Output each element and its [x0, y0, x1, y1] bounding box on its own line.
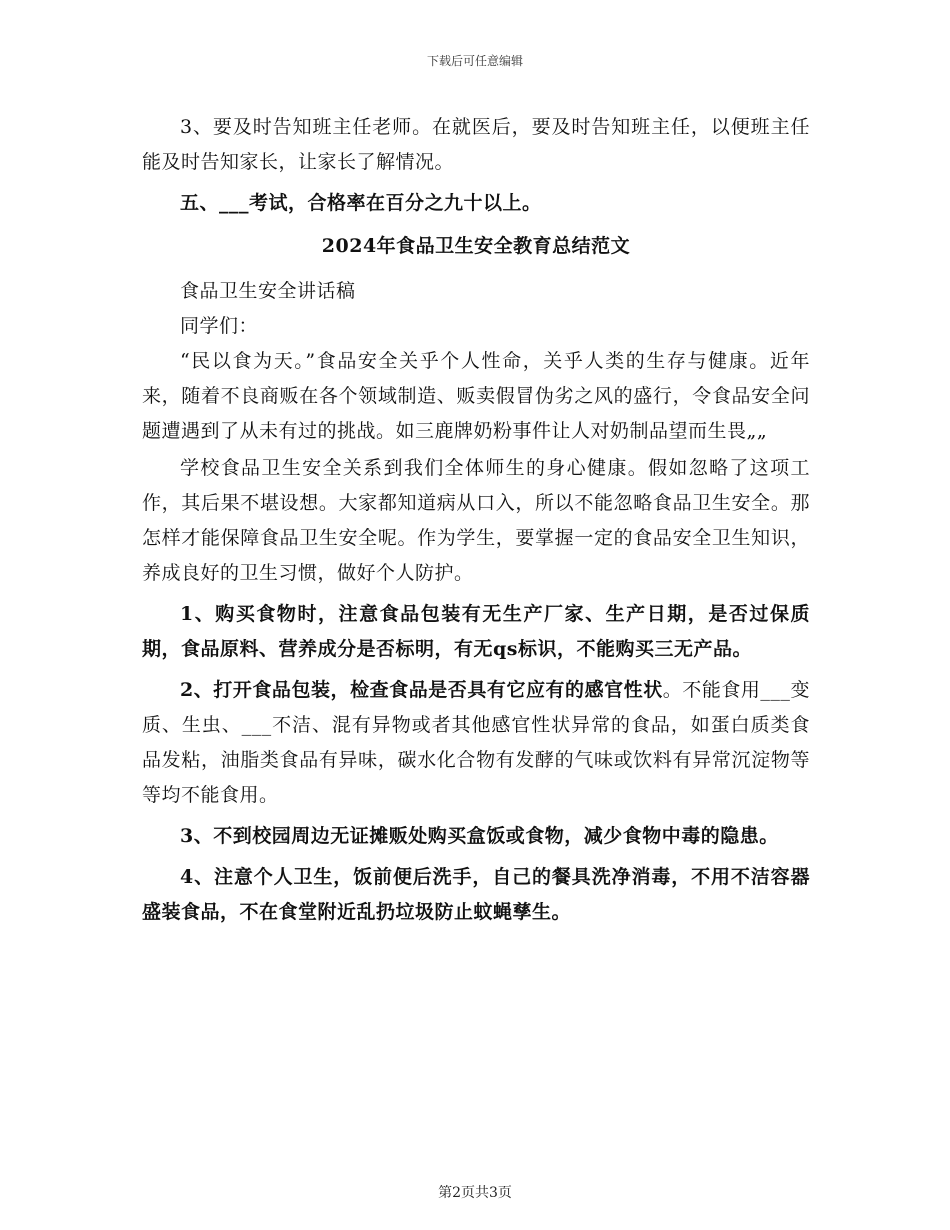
bold-paragraph: 五、___考试，合格率在百分之九十以上。: [180, 192, 542, 214]
document-body: [142, 110, 810, 936]
paragraph: 学校食品卫生安全关系到我们全体师生的身心健康。假如忽略了这项工作，其后果不堪设想。大家都知道病从口入，所以不能忽略食品卫生安全。那怎样才能保障食品卫生安全呢。作为学生，要掌握一定的食品安全卫生知识，养成良好的卫生习惯，做好个人防护。: [142, 457, 810, 584]
mixed-paragraph: [142, 673, 810, 813]
bold-paragraph: 1、购买食物时，注意食品包装有无生产厂家、生产日期，是否过保质期，食品原料、营养成分是否标明，有无qs标识，不能购买三无产品。: [142, 603, 810, 660]
bold-lead: 2、打开食品包装，检查食品是否具有它应有的感官性状: [180, 679, 663, 701]
paragraph: 食品卫生安全讲话稿: [180, 280, 356, 302]
document-title: 2024年食品卫生安全教育总结范文: [321, 235, 631, 257]
paragraph-rest: 。不能食用___变质、生虫、___不洁、混有异物或者其他感官性状异常的食品，如蛋白质类食品发粘，油脂类食品有异味，碳水化合物有发酵的气味或饮料有异常沉淀物等等均不能食用。: [142, 679, 810, 806]
paragraph: 3、要及时告知班主任老师。在就医后，要及时告知班主任，以便班主任能及时告知家长，让家长了解情况。: [142, 116, 810, 173]
bold-paragraph: 4、注意个人卫生，饭前便后洗手，自己的餐具洗净消毒，不用不洁容器盛装食品，不在食堂附近乱扔垃圾防止蚊蝇孳生。: [142, 866, 810, 923]
paragraph: “民以食为天。”食品安全关乎个人性命，关乎人类的生存与健康。近年来，随着不良商贩在各个领域制造、贩卖假冒伪劣之风的盛行，令食品安全问题遭遇到了从未有过的挑战。如三鹿牌奶粉事件让人对奶制品望而生畏„„: [142, 350, 810, 442]
page-header: 下载后可任意编辑: [426, 54, 523, 68]
page-footer: 第2页共3页: [438, 1185, 512, 1201]
bold-paragraph: 3、不到校园周边无证摊贩处购买盒饭或食物，减少食物中毒的隐患。: [180, 825, 779, 847]
paragraph: 同学们：: [180, 315, 259, 337]
